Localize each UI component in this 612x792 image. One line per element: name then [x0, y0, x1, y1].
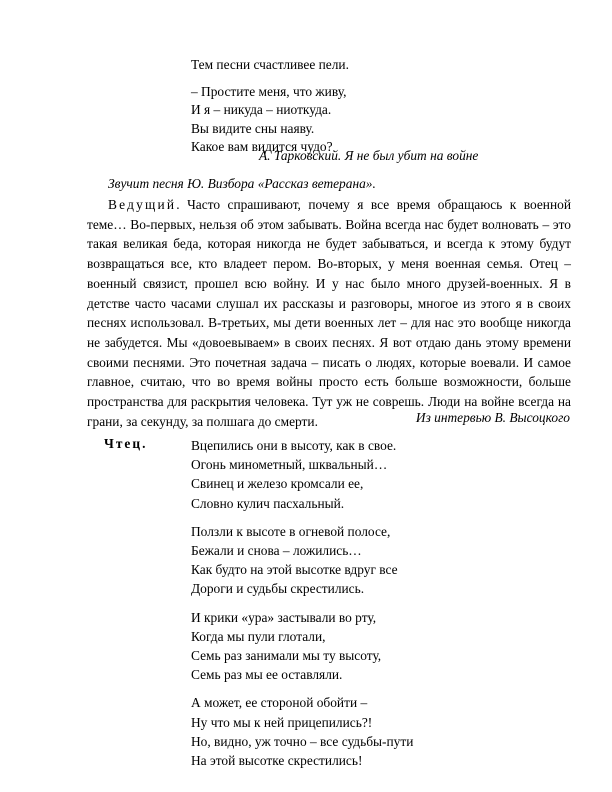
poem-line: Ну что мы к ней прицепились?!	[191, 714, 373, 730]
poem-line: Ползли к высоте в огневой полосе,	[191, 523, 391, 539]
poem-line: И я – никуда – ниоткуда.	[191, 102, 332, 117]
poem-line: – Простите меня, что живу,	[191, 83, 347, 99]
stanza	[191, 608, 491, 685]
poem-line: Дороги и судьбы скрестились.	[191, 581, 365, 597]
poem-line: Огонь минометный, шквальный…	[191, 457, 388, 473]
interview-attribution: Из интервью В. Высоцкого	[415, 410, 570, 425]
poem-line: Бежали и снова – ложились…	[191, 543, 362, 559]
poem-line: А может, ее стороной обойти –	[191, 695, 368, 711]
poem-line: И крики «ура» застывали во рту,	[191, 609, 377, 625]
reader-label: Чтец.	[104, 436, 148, 451]
poem-line: Словно кулич пасхальный.	[191, 495, 345, 511]
stanza-gap	[191, 75, 511, 83]
poem-line: Когда мы пули глотали,	[191, 628, 326, 644]
stanza	[191, 693, 491, 770]
poem-line: На этой высотке скрестились!	[191, 753, 363, 769]
stanza	[191, 522, 491, 599]
epigraph-poem	[191, 56, 511, 157]
interview-paragraph	[87, 195, 571, 431]
poem-line: Вы видите сны наяву.	[191, 120, 315, 136]
song-note: Звучит песня Ю. Визбора «Рассказ ветерана».	[108, 176, 376, 191]
poem-line: Семь раз мы ее оставляли.	[191, 667, 343, 683]
interview-text: . Часто спрашивают, почему я все время обращаюсь к военной теме… Во-первых, нельзя об этом забывать. Война всегда нас будет волновать – это такая великая беда, которая никогда не будет забываться, и всегда к этому будут возвращаться все, кто владеет пером. Во-вторых, у меня военная семья. Отец – военный связист, прошел всю войну. И у нас было много друзей-военных. Я в детстве часто часами слушал их рассказы и разговоры, многое из этого я в своих песнях использовал. В-третьих, мы дети военных лет – для нас это вообще никогда не забудется. Мы «довоевываем» в своих песнях. Я вот отдаю дань этому времени своими песнями. Это почетная задача – писать о людях, которые воевали. И самое главное, считаю, что во время войны просто есть больше возможности, больше пространства для раскрытия человека. Тут уж не соврешь. Люди на войне всегда на грани, за секунду, за полшага до смерти.	[87, 197, 571, 429]
poem-line: Свинец и железо кромсали ее,	[191, 476, 364, 492]
poem-line: Какое вам видится чудо?	[191, 139, 333, 154]
poem-line: Но, видно, уж точно – все судьбы-пути	[191, 733, 414, 749]
reader-poem	[191, 436, 491, 779]
poem-line: Вцепились они в высоту, как в свое.	[191, 438, 397, 453]
speaker-label: Ведущий	[108, 197, 177, 212]
poem-line: Как будто на этой высотке вдруг все	[191, 562, 398, 578]
poem-line: Семь раз занимали мы ту высоту,	[191, 648, 382, 664]
epigraph-attribution: А. Тарковский. Я не был убит на войне	[259, 148, 479, 163]
stanza	[191, 436, 491, 513]
poem-line: Тем песни счастливее пели.	[191, 57, 349, 72]
